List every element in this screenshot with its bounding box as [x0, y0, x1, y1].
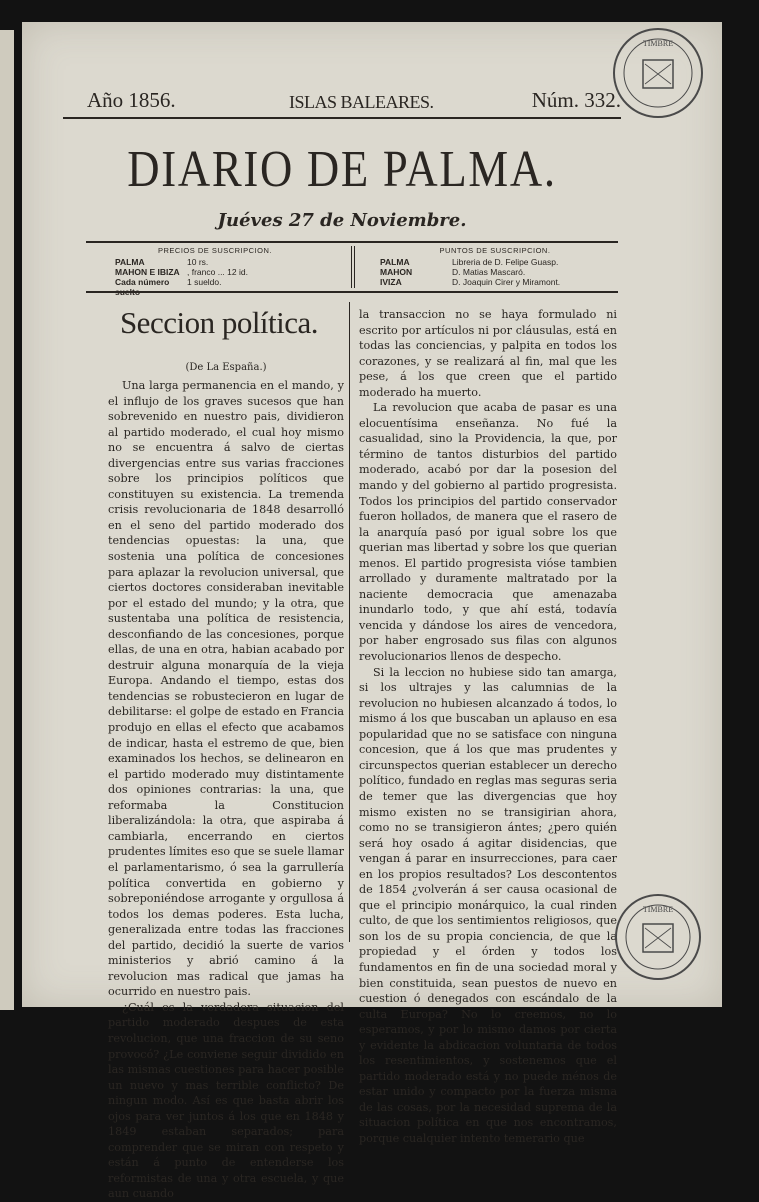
- adjacent-page-edge: [0, 30, 14, 1010]
- price-row: Cada número suelto 1 sueldo.: [115, 277, 222, 297]
- column-left: [108, 378, 344, 1202]
- point-row: MAHON D. Matias Mascaró.: [380, 267, 526, 277]
- stamp-seal-icon: [615, 30, 701, 116]
- issue-date: Juéves 27 de Noviembre.: [217, 210, 467, 231]
- price-row: PALMA 10 rs.: [115, 257, 209, 267]
- article-source: (De La España.): [185, 362, 267, 373]
- newspaper-title: DIARIO DE PALMA.: [127, 141, 557, 198]
- issue-number: Núm. 332.: [531, 88, 621, 112]
- masthead-rule: [63, 117, 621, 119]
- paragraph: la transaccion no se haya formulado ni escrito por artículos ni por cláusulas, está en todas las conciencias, y palpita en todos los corazones, y se realizará al fin, mal que les pese, á los que creen que el partido moderado ha muerto.: [359, 308, 617, 399]
- price-row: MAHON E IBIZA , franco ... 12 id.: [115, 267, 248, 277]
- region-label: ISLAS BALEARES.: [289, 92, 434, 112]
- column-divider: [349, 302, 350, 942]
- timbre-stamp-top: [613, 28, 703, 118]
- point-row: PALMA Libreria de D. Felipe Guasp.: [380, 257, 559, 267]
- year-label: Año 1856.: [87, 88, 176, 112]
- point-row: IVIZA D. Joaquin Cirer y Miramont.: [380, 277, 561, 287]
- stamp-text: TIMBRE: [642, 39, 674, 48]
- stamp-text: TIMBRE: [642, 905, 674, 914]
- points-heading: PUNTOS DE SUSCRIPCION.: [439, 246, 551, 255]
- masthead-top-line: [63, 86, 621, 116]
- paragraph: Si la leccion no hubiese sido tan amarga, si los ultrajes y las calumnias de la revolucion no hubiesen alcanzado á todos, lo mismo á los que buscaban un aplauso en esa popularidad que no se satisface con ninguna concesion, que á los que mas prudentes y circunspectos querian establecer un derecho político, fundado en reglas mas seguras seria de temer que las divergencias que hoy mismo existen no se transigirian ahora, como no se transigieron ántes; ¿pero quién será hoy osado á agitar disidencias, que vengan á parar en insurrecciones, para caer en los propios resultados? Los descontentos de 1854 ¿volverán á ser causa ocasional de que el principio monárquico, la cual rinden culto, de que los sentimientos religiosos, que son los de su propia conciencia, de que la propiedad y el órden y todos los fundamentos en fin de una sociedad moral y bien constituida, sean puestos de nuevo en cuestion ó denegados con escándalo de la culta Europa? No lo creemos, no lo esperamos, y por lo mismo damos por cierta y evidente la abdicacion voluntaria de todos los resentimientos, y sostenemos que el partido moderado está y no puede ménos de estar unido y compacto por la fuerza misma de las cosas, por la necesidad suprema de la situacion política en que nos encontramos, porque cualquier intento temerario que: [359, 665, 617, 1145]
- prices-heading: PRECIOS DE SUSCRIPCION.: [157, 246, 273, 255]
- subscription-prices: [115, 246, 315, 297]
- paragraph: Una larga permanencia en el mando, y el influjo de los graves sucesos que han sobrevenido en nuestro pais, dividieron al partido moderado, el cual hoy mismo no se encuentra á salvo de ciertas divergencias entre sus varias fracciones sobre los principios políticos que constituyen su existencia. La tremenda crisis revolucionaria de 1848 desarrolló en el seno del partido moderado dos tendencias opuestas: la una, que sostenia una política de concesiones para aplazar la revolucion universal, que ciertos doctores consideraban inevitable por el estado del mundo; y la otra, que sustentaba una política de resistencia, desconfiando de las concesiones, porque ellas, de una en otra, habian acabado por destruir alguna monarquía de la vieja Europa. Andando el tiempo, estas dos tendencias se robustecieron en lugar de debilitarse: el golpe de estado en Francia produjo en ellas el efecto que acabamos de indicar, hasta el estremo de que, bien examinados los hechos, se delinearon en el partido moderado muy distintamente dos opiniones contrarias: la una, que reformaba la Constitucion liberalizándola: la otra, que aspiraba á cambiarla, encerrando en ciertos prudentes límites eso que se suele llamar el parlamentarismo, ó sea la garrullería política convertida en gobierno y sobreponiéndose arrogante y orgullosa á todos los demas poderes. Esta lucha, generalizada entre todas las fracciones del partido, decidió la suerte de varios ministerios y abrió camino á la revolucion mas radical que jamas ha ocurrido en nuestro pais.: [108, 379, 344, 999]
- header-rule-top: [86, 241, 618, 243]
- header-box-divider-2: [354, 246, 355, 288]
- timbre-stamp-bottom: [615, 894, 701, 980]
- column-right: [359, 307, 617, 1147]
- section-title: Seccion política.: [119, 305, 319, 340]
- header-box-divider: [351, 246, 352, 288]
- stamp-seal-icon: [617, 896, 699, 978]
- paragraph: ¿Cuál es la verdadera situacion del partido moderado despues de esta revolucion, que una fraccion de su seno provocó? ¿Le conviene seguir dividido en las mismas cuestiones para hacer posible un nuevo y mas terrible conflicto? De ningun modo. Así es que basta abrir los ojos para ver juntos á los que en 1848 y 1849 estaban separados; para comprender que se miran con respeto y están á punto de entenderse los reformistas de una y otra escuela, y que aun cuando: [108, 1000, 344, 1201]
- paragraph: La revolucion que acaba de pasar es una elocuentísima enseñanza. No fué la casualidad, sino la Providencia, la que, por término de tantos disturbios del partido moderado, acabó por dar la posesion del mando y del gobierno al partido progresista. Todos los principios del partido conservador fueron hollados, de manera que el rasero de la anarquía pasó por igual sobre los que querian mas libertad y sobre los que querian menos. El partido progresista vióse tambien arrollado y duramente maltratado por la naciente democracia que amenazaba inundarlo todo, y que ahí está, todavía vencida y dándose los aires de vencedora, por haber engrosado sus filas con algunos revolucionarios llenos de despecho.: [359, 401, 617, 664]
- subscription-points: [380, 246, 610, 288]
